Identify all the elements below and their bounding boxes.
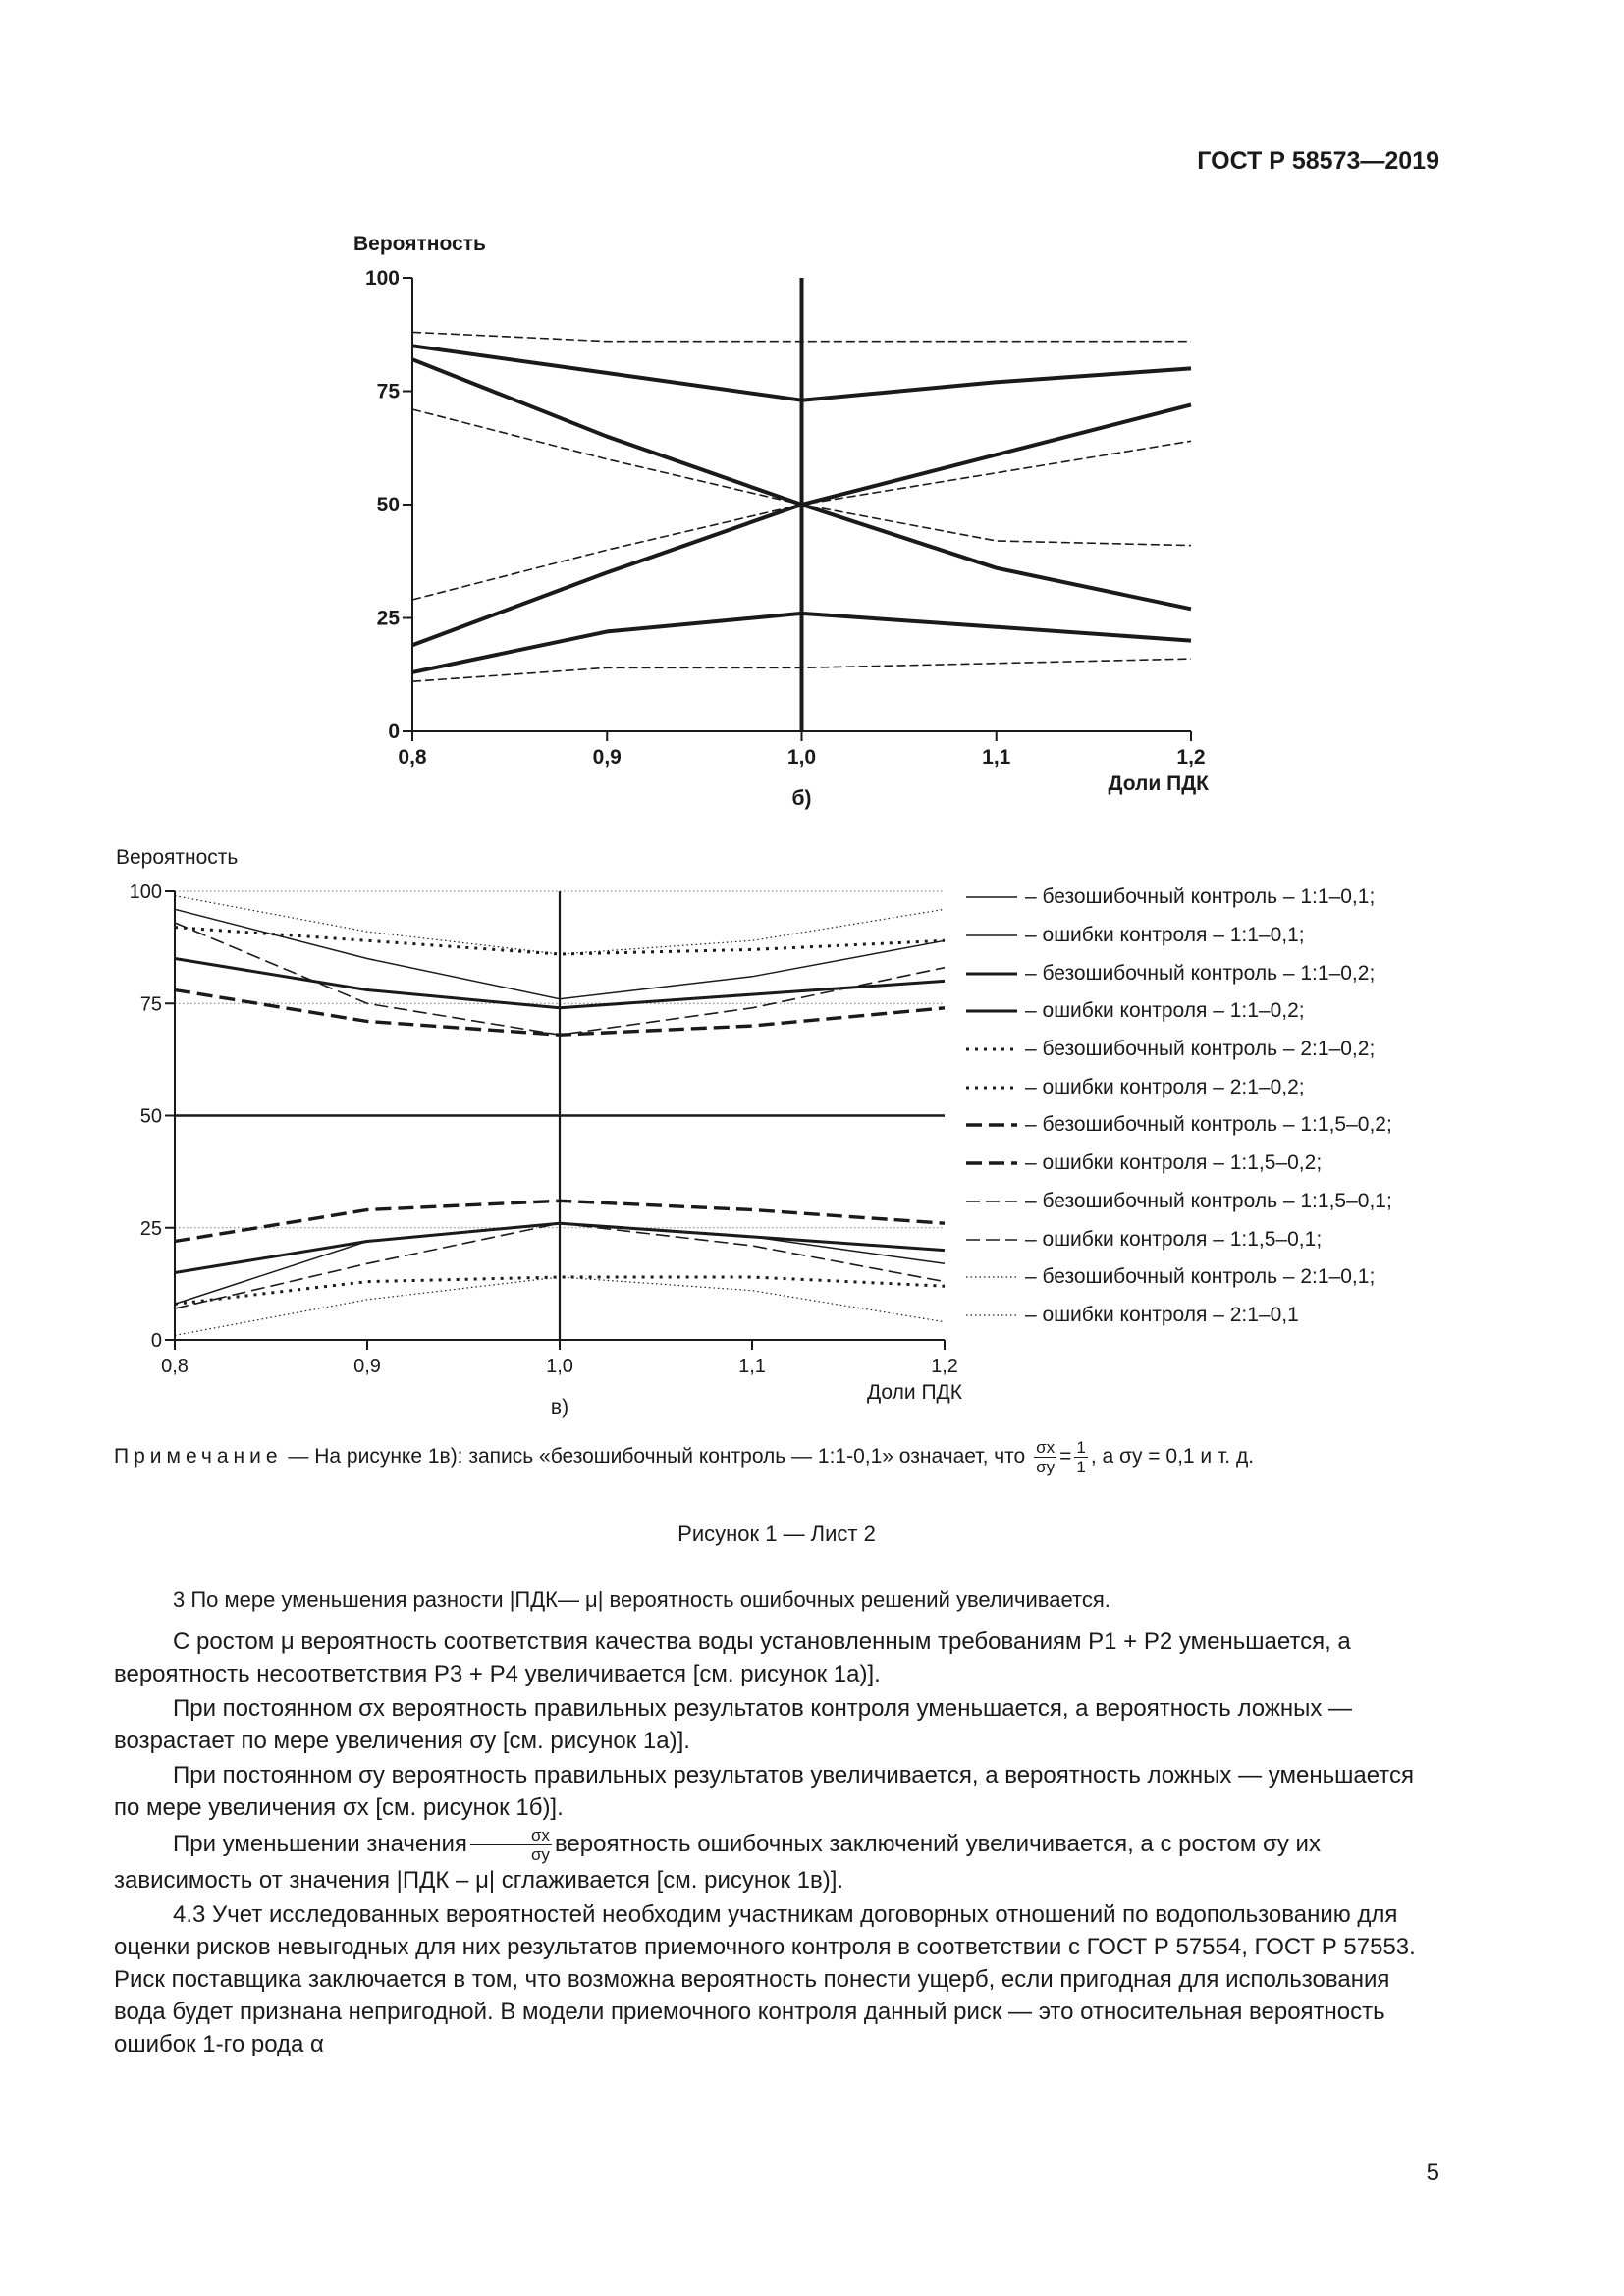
x-tick-label: 1,0 bbox=[546, 1356, 573, 1377]
legend-item bbox=[964, 1145, 1475, 1183]
note-text: — На рисунке 1в): запись «безошибочный контроль — 1:1-0,1» означает, что bbox=[282, 1445, 1026, 1468]
x-tick-label: 0,9 bbox=[592, 746, 622, 769]
legend-swatch bbox=[964, 1006, 1019, 1016]
legend-swatch bbox=[964, 1044, 1019, 1054]
y-tick-label: 75 bbox=[139, 993, 162, 1016]
legend-label: – безошибочный контроль – 1:1–0,1; bbox=[1025, 885, 1376, 909]
legend-swatch bbox=[964, 931, 1019, 940]
chart-b bbox=[353, 233, 1209, 810]
x-tick-label: 1,1 bbox=[738, 1356, 766, 1377]
x-tick-label: 0,8 bbox=[161, 1356, 189, 1377]
note-continuation: , а σy = 0,1 и т. д. bbox=[1090, 1445, 1255, 1468]
legend-item bbox=[964, 954, 1475, 992]
x-tick-label: 0,9 bbox=[353, 1356, 381, 1377]
legend-item bbox=[964, 1297, 1475, 1335]
x-tick-label: 1,0 bbox=[786, 746, 817, 769]
legend-item bbox=[964, 1031, 1475, 1069]
legend-item bbox=[964, 917, 1475, 955]
figure-caption: Рисунок 1 — Лист 2 bbox=[677, 1522, 876, 1546]
legend-label: – ошибки контроля – 1:1–0,1; bbox=[1025, 924, 1305, 947]
y-tick-label: 25 bbox=[139, 1217, 162, 1240]
x-axis-label: Доли ПДК bbox=[1108, 773, 1209, 795]
legend-swatch bbox=[964, 1120, 1019, 1130]
paragraph-section-4-3: 4.3 Учет исследованных вероятностей необходим участникам договорных отношений по водопользованию для оценки рисков невыгодных для них результатов приемочного контроля в соответствии с ГОСТ Р 57554, ГОСТ Р 57553. Риск поставщика заключается в том, что возможна вероятность понести ущерб, если пригодная для использования вода будет признана непригодной. В модели приемочного контроля данный риск — это относительная вероятность ошибок 1-го рода α bbox=[114, 1901, 1416, 2057]
note-ratio-fraction: $\frac{\sigma x}{\sigma y}$ bbox=[1036, 1438, 1056, 1476]
paragraph-with-fraction: При уменьшении значения $\frac{\sigma x}{\sigma y}$ вероятность ошибочных заключений увеличивается, а с ростом σy их зависимость от значения |ПДК – μ| сглаживается [см. рисунок 1в)]. bbox=[114, 1826, 1321, 1894]
legend-swatch bbox=[964, 969, 1019, 979]
document-header: ГОСТ Р 58573—2019 bbox=[1197, 147, 1439, 175]
legend-swatch bbox=[964, 1158, 1019, 1168]
y-tick-label: 75 bbox=[376, 380, 400, 403]
x-tick-label: 0,8 bbox=[398, 746, 427, 769]
legend-item bbox=[964, 1183, 1475, 1221]
x-tick-label: 1,1 bbox=[982, 746, 1011, 769]
y-tick-label: 0 bbox=[388, 721, 400, 743]
y-axis-label: Вероятность bbox=[353, 233, 486, 255]
figure-note bbox=[114, 1438, 1439, 1476]
note-label: Примечание bbox=[114, 1445, 283, 1468]
body-text bbox=[114, 1583, 1439, 2062]
y-tick-label: 100 bbox=[364, 267, 400, 290]
legend-swatch bbox=[964, 892, 1019, 902]
legend-swatch bbox=[964, 1197, 1019, 1206]
note-value-fraction: $\frac{1}{1}$ bbox=[1076, 1438, 1086, 1476]
legend-label: – ошибки контроля – 1:1,5–0,1; bbox=[1025, 1227, 1323, 1251]
x-tick-label: 1,2 bbox=[931, 1356, 958, 1377]
legend-label: – ошибки контроля – 1:1,5–0,2; bbox=[1025, 1151, 1323, 1175]
page-number: 5 bbox=[1426, 2160, 1439, 2186]
y-tick-label: 50 bbox=[376, 494, 400, 516]
x-axis-label: Доли ПДК bbox=[866, 1381, 962, 1404]
paragraph: При постоянном σy вероятность правильных результатов увеличивается, а вероятность ложных — уменьшается по мере увеличения σx [см. рисунок 1б)]. bbox=[114, 1762, 1414, 1821]
note-equals: = bbox=[1059, 1445, 1072, 1468]
legend-item bbox=[964, 1258, 1475, 1297]
legend-swatch bbox=[964, 1083, 1019, 1093]
y-tick-label: 0 bbox=[150, 1330, 162, 1352]
y-axis-label: Вероятность bbox=[116, 846, 239, 869]
paragraph: При постоянном σx вероятность правильных результатов контроля уменьшается, а вероятность ложных — возрастает по мере увеличения σy [см. рисунок 1а)]. bbox=[114, 1695, 1353, 1754]
panel-label: в) bbox=[550, 1396, 569, 1418]
legend-swatch bbox=[964, 1235, 1019, 1245]
chart-v-legend bbox=[964, 879, 1475, 1334]
y-tick-label: 25 bbox=[376, 607, 400, 630]
paragraph: С ростом μ вероятность соответствия качества воды установленным требованиям P1 + P2 уменьшается, а вероятность несоответствия P3 + P4 увеличивается [см. рисунок 1а)]. bbox=[114, 1629, 1351, 1687]
legend-label: – безошибочный контроль – 1:1,5–0,1; bbox=[1025, 1189, 1392, 1212]
chart-v bbox=[116, 846, 963, 1418]
ratio-fraction: $\frac{\sigma x}{\sigma y}$ bbox=[470, 1826, 552, 1864]
legend-label: – безошибочный контроль – 2:1–0,1; bbox=[1025, 1265, 1376, 1289]
x-tick-label: 1,2 bbox=[1176, 746, 1206, 769]
y-tick-label: 100 bbox=[129, 881, 162, 903]
legend-label: – ошибки контроля – 2:1–0,2; bbox=[1025, 1075, 1305, 1098]
legend-label: – ошибки контроля – 1:1–0,2; bbox=[1025, 999, 1305, 1023]
y-tick-label: 50 bbox=[139, 1105, 162, 1128]
legend-label: – ошибки контроля – 2:1–0,1 bbox=[1025, 1303, 1299, 1326]
paragraph-point-3: 3 По мере уменьшения разности |ПДК— μ| вероятность ошибочных решений увеличивается. bbox=[173, 1587, 1110, 1612]
legend-item bbox=[964, 1068, 1475, 1106]
legend-item bbox=[964, 992, 1475, 1031]
legend-item bbox=[964, 879, 1475, 917]
panel-label: б) bbox=[791, 787, 812, 810]
legend-label: – безошибочный контроль – 1:1–0,2; bbox=[1025, 961, 1376, 985]
legend-swatch bbox=[964, 1310, 1019, 1320]
legend-swatch bbox=[964, 1272, 1019, 1282]
legend-label: – безошибочный контроль – 2:1–0,2; bbox=[1025, 1038, 1376, 1061]
legend-item bbox=[964, 1106, 1475, 1145]
legend-item bbox=[964, 1220, 1475, 1258]
legend-label: – безошибочный контроль – 1:1,5–0,2; bbox=[1025, 1113, 1392, 1137]
